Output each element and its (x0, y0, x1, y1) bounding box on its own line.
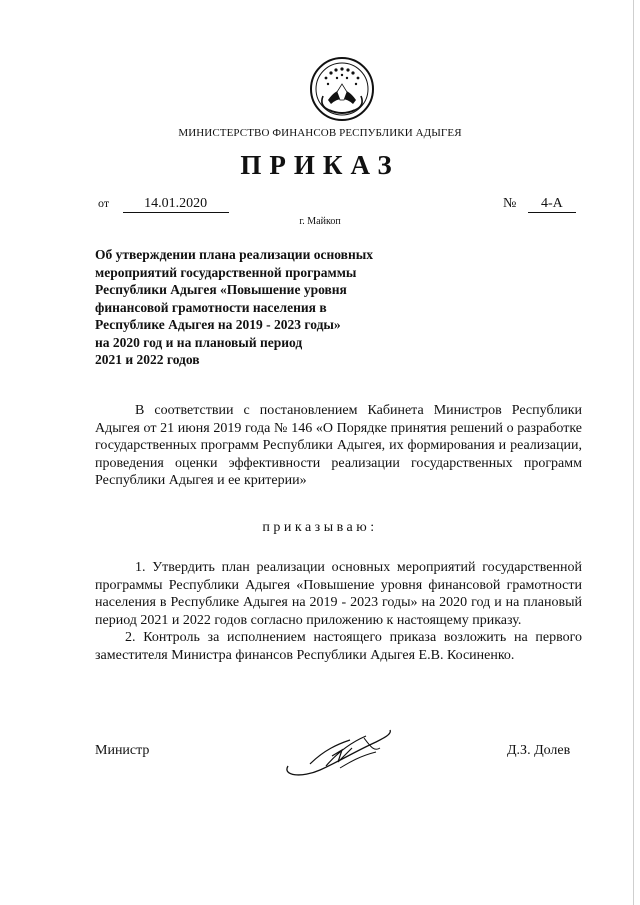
date-row (98, 196, 229, 213)
signatory-name: Д.З. Долев (507, 743, 571, 758)
date-value: 14.01.2020 (123, 196, 229, 213)
preamble-paragraph: В соответствии с постановлением Кабинета Министров Республики Адыгея от 21 июня 2019 года № 146 «О Порядке принятия решений о разработке государственных программ Республики Адыгея, их формирования и реализации, проведения оценки эффективности реализации государственных программ Республики Адыгея и ее критерии» (95, 403, 582, 488)
title-line: на 2020 год и на плановый период (95, 334, 303, 350)
number-row (503, 196, 576, 213)
title-line: финансовой грамотности населения в (95, 299, 327, 315)
title-line: Республике Адыгея на 2019 - 2023 годы» (95, 317, 341, 332)
document-type-heading: ПРИКАЗ (240, 150, 400, 180)
coat-of-arms-icon (309, 56, 375, 122)
order-items (95, 559, 582, 664)
handwritten-signature (280, 722, 400, 782)
order-item-2: 2. Контроль за исполнением настоящего приказа возложить на первого заместителя Министра финансов Республики Адыгея Е.В. Косиненко. (95, 630, 582, 663)
signatory-position: Министр (95, 743, 150, 758)
title-line: 2021 и 2022 годов (95, 352, 200, 367)
number-label: № (503, 196, 517, 211)
ministry-name: МИНИСТЕРСТВО ФИНАНСОВ РЕСПУБЛИКИ АДЫГЕЯ (178, 127, 462, 139)
order-title (95, 246, 415, 369)
title-line: мероприятий государственной программы (95, 264, 357, 280)
city: г. Майкоп (299, 216, 341, 227)
title-line: Об утверждении плана реализации основных (95, 247, 374, 262)
date-label: от (98, 196, 110, 210)
order-item-1: 1. Утвердить план реализации основных мероприятий государственной программы Республики Адыгея «Повышение уровня финансовой грамотности населения в Республике Адыгея на 2019 - 2023 годы» на 2020 год и на плановый период 2021 и 2022 годов согласно приложению к настоящему приказу. (95, 560, 582, 628)
title-line: Республики Адыгея «Повышение уровня (95, 282, 347, 297)
order-word: приказываю: (262, 520, 378, 535)
number-value: 4-А (528, 196, 576, 213)
